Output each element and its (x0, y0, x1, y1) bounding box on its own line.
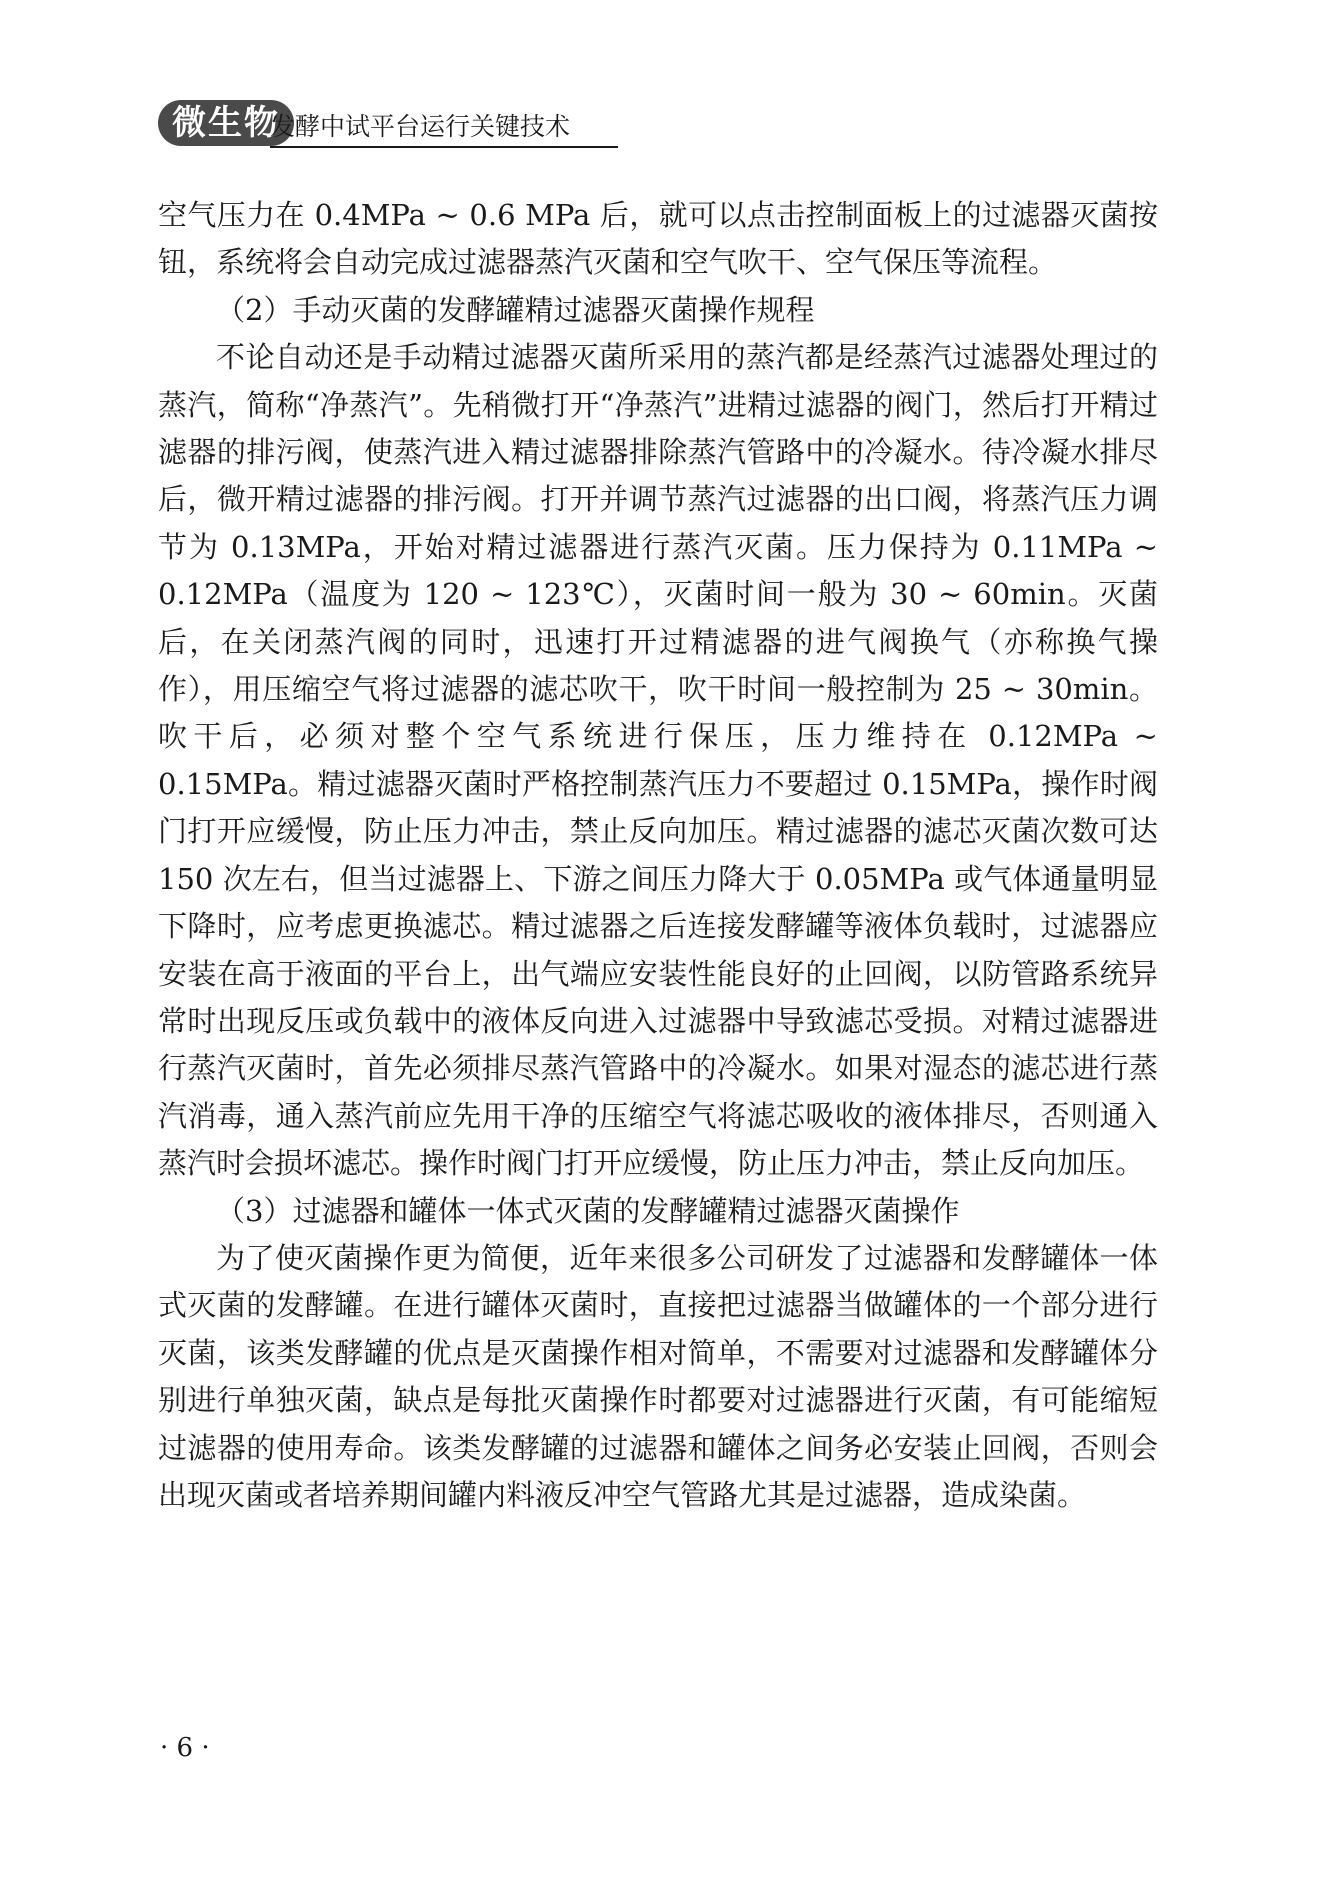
header-rule (270, 146, 618, 148)
page-body (158, 192, 1158, 1519)
subsection-heading-2: （2）手动灭菌的发酵罐精过滤器灭菌操作规程 (216, 292, 815, 327)
paragraph-continuation: 空气压力在 0.4MPa ~ 0.6 MPa 后，就可以点击控制面板上的过滤器灭菌按钮，系统将会自动完成过滤器蒸汽灭菌和空气吹干、空气保压等流程。 (158, 198, 1158, 280)
subsection-heading-3: （3）过滤器和罐体一体式灭菌的发酵罐精过滤器灭菌操作 (216, 1193, 960, 1228)
paragraph-manual-sterilization: 不论自动还是手动精过滤器灭菌所采用的蒸汽都是经蒸汽过滤器处理过的蒸汽，简称“净蒸汽”。先稍微打开“净蒸汽”进精过滤器的阀门，然后打开精过滤器的排污阀，使蒸汽进入精过滤器排除蒸汽管路中的冷凝水。待冷凝水排尽后，微开精过滤器的排污阀。打开并调节蒸汽过滤器的出口阀，将蒸汽压力调节为 0.13MPa，开始对精过滤器进行蒸汽灭菌。压力保持为 0.11MPa ~ 0.12MPa（温度为 120 ~ 123℃），灭菌时间一般为 30 ~ 60min。灭菌后，在关闭蒸汽阀的同时，迅速打开过精滤器的进气阀换气（亦称换气操作），用压缩空气将过滤器的滤芯吹干，吹干时间一般控制为 25 ~ 30min。吹干后，必须对整个空气系统进行保压，压力维持在 0.12MPa ~ 0.15MPa。精过滤器灭菌时严格控制蒸汽压力不要超过 0.15MPa，操作时阀门打开应缓慢，防止压力冲击，禁止反向加压。精过滤器的滤芯灭菌次数可达 150 次左右，但当过滤器上、下游之间压力降大于 0.05MPa 或气体通量明显下降时，应考虑更换滤芯。精过滤器之后连接发酵罐等液体负载时，过滤器应安装在高于液面的平台上，出气端应安装性能良好的止回阀，以防管路系统异常时出现反压或负载中的液体反向进入过滤器中导致滤芯受损。对精过滤器进行蒸汽灭菌时，首先必须排尽蒸汽管路中的冷凝水。如果对湿态的滤芯进行蒸汽消毒，通入蒸汽前应先用干净的压缩空气将滤芯吸收的液体排尽，否则通入蒸汽时会损坏滤芯。操作时阀门打开应缓慢，防止压力冲击，禁止反向加压。 (158, 340, 1158, 1181)
paragraph-integrated-sterilization: 为了使灭菌操作更为简便，近年来很多公司研发了过滤器和发酵罐体一体式灭菌的发酵罐。在进行罐体灭菌时，直接把过滤器当做罐体的一个部分进行灭菌，该类发酵罐的优点是灭菌操作相对简单，不需要对过滤器和发酵罐体分别进行单独灭菌，缺点是每批灭菌操作时都要对过滤器进行灭菌，有可能缩短过滤器的使用寿命。该类发酵罐的过滤器和罐体之间务必安装止回阀，否则会出现灭菌或者培养期间罐内料液反冲空气管路尤其是过滤器，造成染菌。 (158, 1240, 1158, 1512)
running-header (158, 100, 618, 150)
book-title: 发酵中试平台运行关键技术 (270, 112, 571, 141)
book-series-badge: 微生物 (158, 100, 294, 146)
page-number: · 6 · (160, 1733, 210, 1763)
